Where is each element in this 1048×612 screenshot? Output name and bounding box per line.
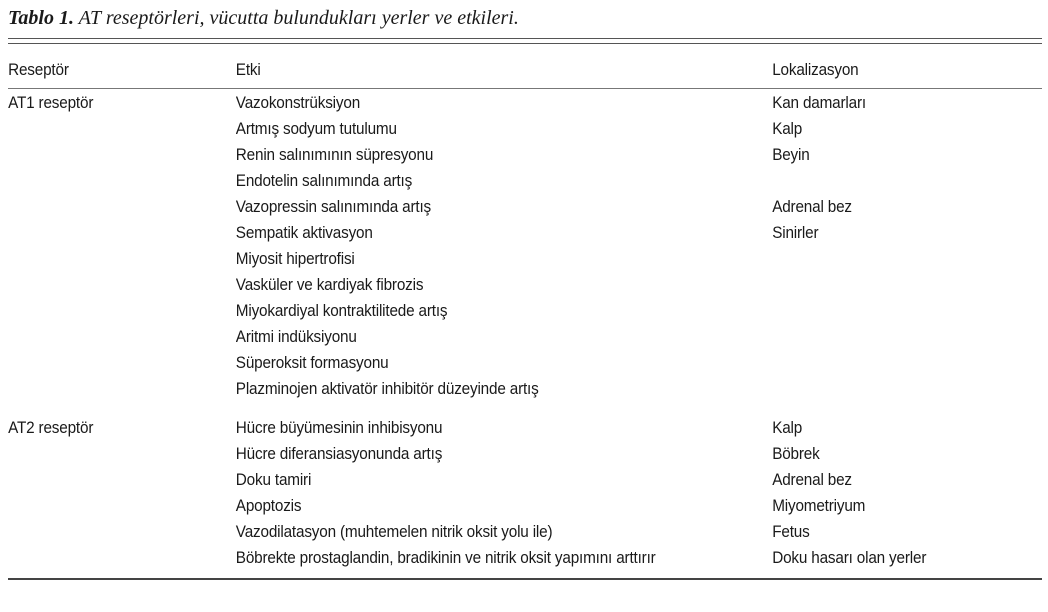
list-item: Miyometriyum (772, 496, 866, 515)
list-item: Kalp (772, 119, 803, 138)
header-localization: Lokalizasyon (772, 60, 859, 79)
at1-locations (772, 90, 866, 246)
list-item: Süperoksit formasyonu (235, 353, 389, 372)
list-item: Miyokardiyal kontraktilitede artış (235, 301, 448, 320)
caption-label: Tablo 1. (8, 7, 74, 29)
list-item: Hücre büyümesinin inhibisyonu (235, 418, 443, 437)
list-item: Kalp (772, 418, 803, 437)
list-item: Vasküler ve kardiyak fibrozis (235, 275, 424, 294)
list-item: Vazokonstrüksiyon (235, 93, 361, 112)
list-item: Plazminojen aktivatör inhibitör düzeyinde artış (235, 379, 539, 398)
list-item: Apoptozis (235, 496, 302, 515)
list-item: Sempatik aktivasyon (235, 223, 373, 242)
list-item: Hücre diferansiasyonunda artış (235, 444, 443, 463)
list-item: Aritmi indüksiyonu (235, 327, 357, 346)
list-item: Renin salınımının süpresyonu (235, 145, 434, 164)
list-item: Adrenal bez (772, 197, 852, 216)
header-rule (8, 88, 1042, 89)
header-receptor: Reseptör (8, 60, 69, 79)
list-item: Miyosit hipertrofisi (235, 249, 355, 268)
list-item: Böbrek (772, 444, 820, 463)
list-item: Vazodilatasyon (muhtemelen nitrik oksit yolu ile) (235, 522, 553, 541)
list-item: Doku hasarı olan yerler (772, 548, 927, 567)
list-item: Sinirler (772, 223, 819, 242)
table-caption (8, 6, 519, 30)
at2-locations (772, 415, 926, 571)
list-item: Endotelin salınımında artış (235, 171, 413, 190)
top-rule-upper (8, 38, 1042, 39)
list-item: Beyin (772, 145, 810, 164)
caption-text: AT reseptörleri, vücutta bulundukları yerler ve etkileri. (78, 7, 519, 29)
at1-effects (236, 90, 539, 402)
list-item: Böbrekte prostaglandin, bradikinin ve nitrik oksit yapımını arttırır (235, 548, 656, 567)
list-item (772, 168, 866, 194)
list-item: Adrenal bez (772, 470, 852, 489)
top-rule-lower (8, 43, 1042, 44)
receptor-at2: AT2 reseptör (8, 418, 94, 437)
bottom-rule (8, 578, 1042, 580)
list-item: Kan damarları (772, 93, 866, 112)
list-item: Artmış sodyum tutulumu (235, 119, 397, 138)
list-item: Fetus (772, 522, 810, 541)
at2-effects (236, 415, 656, 571)
list-item: Vazopressin salınımında artış (235, 197, 432, 216)
list-item: Doku tamiri (235, 470, 312, 489)
receptor-at1: AT1 reseptör (8, 93, 94, 112)
header-effect: Etki (235, 60, 261, 79)
